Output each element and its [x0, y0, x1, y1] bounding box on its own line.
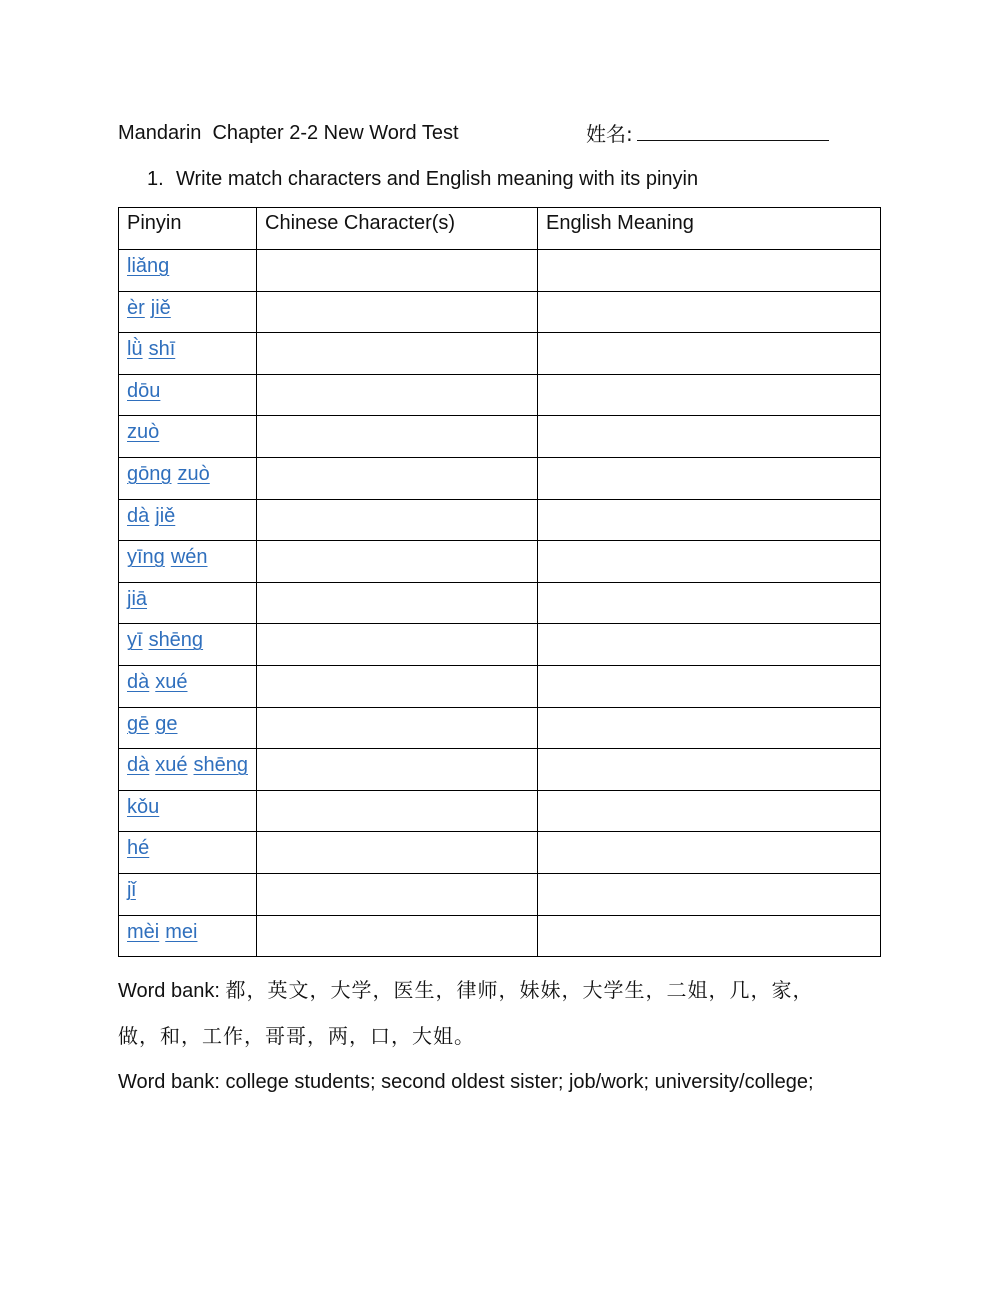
instruction [147, 164, 698, 194]
chinese-characters-answer-cell[interactable] [257, 333, 538, 375]
pinyin-cell [119, 873, 257, 915]
pinyin-cell [119, 333, 257, 375]
pinyin-cell [119, 374, 257, 416]
english-meaning-answer-cell[interactable] [538, 457, 881, 499]
table-row [119, 749, 881, 791]
pinyin-link[interactable]: jǐ [127, 878, 136, 901]
table-row [119, 374, 881, 416]
chinese-characters-answer-cell[interactable] [257, 873, 538, 915]
english-meaning-answer-cell[interactable] [538, 499, 881, 541]
english-meaning-answer-cell[interactable] [538, 749, 881, 791]
pinyin-cell [119, 624, 257, 666]
header-english-meaning: English Meaning [538, 208, 881, 250]
vocabulary-table [118, 207, 881, 957]
pinyin-link[interactable]: mei [165, 920, 198, 943]
pinyin-cell [119, 457, 257, 499]
pinyin-cell [119, 707, 257, 749]
chinese-characters-answer-cell[interactable] [257, 374, 538, 416]
pinyin-link[interactable]: lǜ [127, 338, 143, 361]
pinyin-link[interactable]: yī [127, 629, 143, 652]
table-row [119, 915, 881, 957]
table-row [119, 707, 881, 749]
pinyin-cell [119, 541, 257, 583]
table-row [119, 624, 881, 666]
pinyin-link[interactable]: wén [170, 546, 208, 569]
table-row [119, 333, 881, 375]
chinese-characters-answer-cell[interactable] [257, 749, 538, 791]
header [118, 118, 878, 148]
chinese-characters-answer-cell[interactable] [257, 582, 538, 624]
pinyin-cell [119, 416, 257, 458]
chinese-characters-answer-cell[interactable] [257, 291, 538, 333]
english-meaning-answer-cell[interactable] [538, 582, 881, 624]
chinese-characters-answer-cell[interactable] [257, 457, 538, 499]
english-meaning-answer-cell[interactable] [538, 416, 881, 458]
pinyin-cell [119, 499, 257, 541]
table-body [119, 250, 881, 957]
english-meaning-answer-cell[interactable] [538, 665, 881, 707]
table-row [119, 582, 881, 624]
table-row [119, 665, 881, 707]
pinyin-link[interactable]: yīng [127, 546, 165, 569]
pinyin-link[interactable]: gē [127, 712, 150, 735]
pinyin-cell [119, 790, 257, 832]
table-row [119, 832, 881, 874]
chinese-characters-answer-cell[interactable] [257, 624, 538, 666]
pinyin-link[interactable]: xué [155, 754, 188, 777]
table-row [119, 291, 881, 333]
instruction-number: 1. [147, 168, 164, 190]
english-meaning-answer-cell[interactable] [538, 915, 881, 957]
pinyin-link[interactable]: dà [127, 754, 150, 777]
table-row [119, 790, 881, 832]
word-bank-chinese-line-2 [118, 1021, 475, 1052]
word-bank-english-text: Word bank: college students; second oldest sister; job/work; university/college; [118, 1071, 814, 1093]
pinyin-link[interactable]: dà [127, 670, 150, 693]
table-row [119, 499, 881, 541]
pinyin-link[interactable]: dà [127, 504, 150, 527]
name-blank-line[interactable] [637, 118, 829, 141]
word-bank-chinese-words-1: 都，英文，大学，医生，律师，妹妹，大学生，二姐，几，家， [225, 978, 814, 1002]
pinyin-cell [119, 749, 257, 791]
pinyin-link[interactable]: hé [127, 837, 150, 860]
header-pinyin: Pinyin [119, 208, 257, 250]
pinyin-link[interactable]: shēng [148, 629, 204, 652]
chinese-characters-answer-cell[interactable] [257, 665, 538, 707]
pinyin-link[interactable]: zuò [177, 462, 210, 485]
english-meaning-answer-cell[interactable] [538, 541, 881, 583]
table-row [119, 416, 881, 458]
pinyin-cell [119, 582, 257, 624]
pinyin-cell [119, 291, 257, 333]
word-bank-chinese-words-2: 做，和，工作，哥哥，两，口，大姐。 [118, 1024, 475, 1048]
english-meaning-answer-cell[interactable] [538, 790, 881, 832]
pinyin-link[interactable]: jiě [150, 296, 171, 319]
instruction-text: Write match characters and English meaning with its pinyin [176, 168, 699, 190]
english-meaning-answer-cell[interactable] [538, 707, 881, 749]
page-title: Mandarin Chapter 2-2 New Word Test [118, 122, 459, 144]
name-label: 姓名: [586, 122, 633, 146]
english-meaning-answer-cell[interactable] [538, 333, 881, 375]
word-bank-chinese-line-1 [118, 975, 813, 1006]
english-meaning-answer-cell[interactable] [538, 250, 881, 292]
pinyin-link[interactable]: gōng [127, 462, 172, 485]
chinese-characters-answer-cell[interactable] [257, 250, 538, 292]
word-bank-label: Word bank: [118, 980, 220, 1002]
chinese-characters-answer-cell[interactable] [257, 707, 538, 749]
pinyin-link[interactable]: dōu [127, 379, 161, 402]
english-meaning-answer-cell[interactable] [538, 624, 881, 666]
pinyin-cell [119, 915, 257, 957]
table-row [119, 873, 881, 915]
pinyin-cell [119, 665, 257, 707]
header-chinese-characters: Chinese Character(s) [257, 208, 538, 250]
pinyin-link[interactable]: xué [155, 670, 188, 693]
pinyin-link[interactable]: ge [155, 712, 178, 735]
pinyin-link[interactable]: liǎng [127, 255, 170, 277]
table-row [119, 541, 881, 583]
table-header-row [119, 208, 881, 250]
english-meaning-answer-cell[interactable] [538, 873, 881, 915]
word-bank-english [118, 1067, 814, 1097]
english-meaning-answer-cell[interactable] [538, 291, 881, 333]
chinese-characters-answer-cell[interactable] [257, 499, 538, 541]
chinese-characters-answer-cell[interactable] [257, 790, 538, 832]
english-meaning-answer-cell[interactable] [538, 832, 881, 874]
pinyin-link[interactable]: mèi [127, 920, 160, 943]
chinese-characters-answer-cell[interactable] [257, 832, 538, 874]
pinyin-cell [119, 832, 257, 874]
pinyin-link[interactable]: jiě [155, 504, 176, 527]
pinyin-link[interactable]: kǒu [127, 795, 160, 818]
english-meaning-answer-cell[interactable] [538, 374, 881, 416]
table-row [119, 250, 881, 292]
pinyin-link[interactable]: jiā [127, 587, 148, 610]
pinyin-cell [119, 250, 257, 292]
name-field [586, 118, 829, 150]
pinyin-link[interactable]: zuò [127, 421, 160, 444]
pinyin-link[interactable]: èr [127, 296, 145, 319]
chinese-characters-answer-cell[interactable] [257, 915, 538, 957]
chinese-characters-answer-cell[interactable] [257, 541, 538, 583]
pinyin-link[interactable]: shī [148, 338, 176, 361]
table-row [119, 457, 881, 499]
chinese-characters-answer-cell[interactable] [257, 416, 538, 458]
pinyin-link[interactable]: shēng [193, 754, 248, 777]
